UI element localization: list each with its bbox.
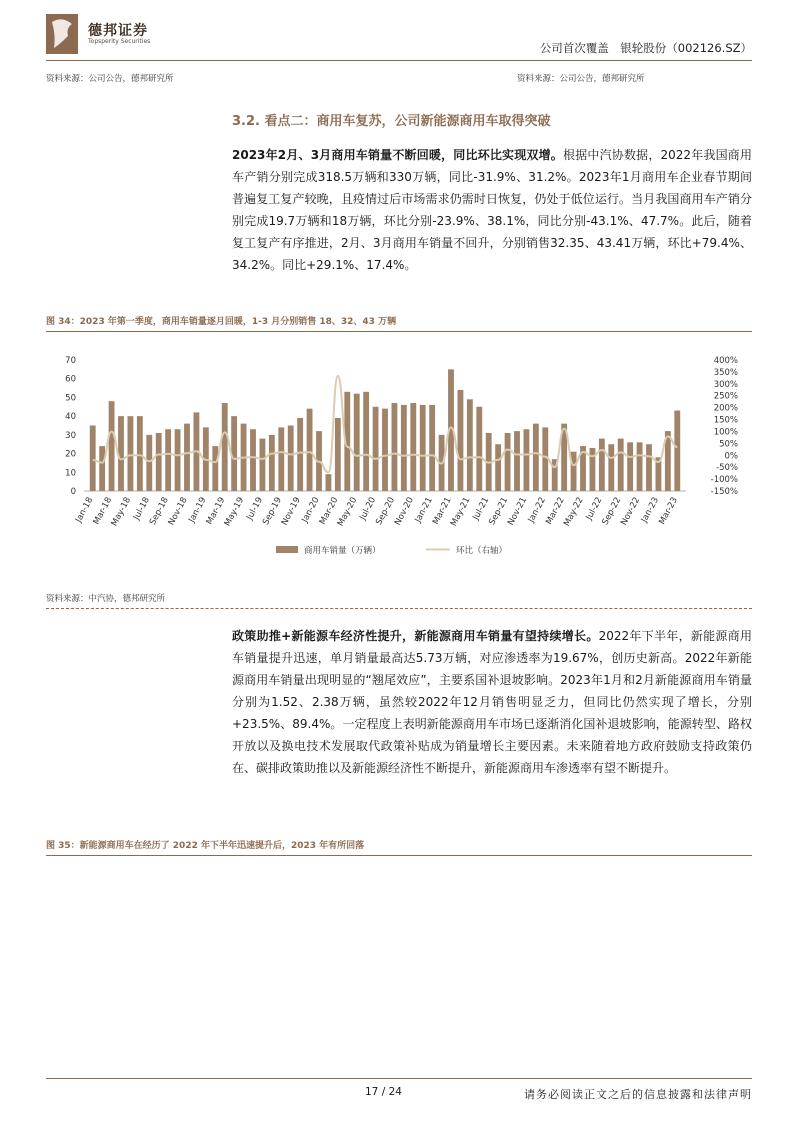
x-axis-tick: Nov-19: [279, 495, 303, 528]
paragraph-new-energy: [232, 625, 752, 779]
legend-bar-swatch: [276, 546, 298, 553]
bar-sales: [137, 416, 143, 491]
x-axis-tick: Mar-18: [91, 495, 115, 527]
footer-divider: [46, 1078, 752, 1079]
bar-sales: [467, 399, 473, 491]
bar-sales: [410, 403, 416, 491]
x-axis-tick: Jan-19: [187, 495, 209, 525]
legend-bar-label: 商用车销量（万辆）: [304, 546, 381, 556]
bar-sales: [354, 394, 360, 491]
x-axis-tick: May-21: [448, 495, 473, 529]
bar-sales: [533, 424, 539, 491]
bar-sales: [156, 433, 162, 491]
bar-sales: [165, 429, 171, 491]
bar-sales: [222, 403, 228, 491]
bar-sales: [618, 439, 624, 491]
brand-subtitle: Topsperity Securities: [88, 38, 151, 45]
bar-sales: [260, 439, 266, 491]
bar-sales: [297, 418, 303, 491]
bar-sales: [458, 390, 464, 491]
x-axis-tick: Mar-23: [657, 495, 680, 527]
x-axis-tick: Jul-21: [471, 495, 492, 522]
bar-sales: [363, 392, 369, 491]
x-axis-tick: Jul-22: [584, 495, 605, 522]
paragraph-lead: 2023年2月、3月商用车销量不断回暖，同比环比实现双增。: [232, 148, 563, 162]
y-axis-right-tick: 250%: [713, 391, 738, 402]
x-axis-tick: Jul-20: [358, 495, 379, 522]
x-axis-tick: Jan-21: [413, 495, 435, 525]
bar-sales: [542, 427, 548, 491]
page-number: 17 / 24: [365, 1086, 402, 1098]
x-axis-tick: Jul-19: [244, 495, 266, 522]
bar-sales: [627, 442, 633, 491]
paragraph-body: 根据中汽协数据，2022年我国商用车产销分别完成318.5万辆和330万辆，同比-31.9%、31.2%。2023年1月商用车企业春节期间普遍复工复产较晚，且疫情过后市场需求仍需时日恢复，仍处于低位运行。当月我国商用车产销分别完成19.7万辆和18万辆，环比分别-23.9%、38.1%，同比分别-43.1%、47.7%。此后，随着复工复产有序推进，2月、3月商用车销量不回升，分别销售32.35、43.41万辆，环比+79.4%、34.2%。同比+29.1%、17.4%。: [232, 148, 752, 272]
bar-sales: [571, 452, 577, 491]
y-axis-right-tick: 150%: [713, 415, 738, 426]
bar-sales: [373, 407, 379, 491]
legal-disclaimer: 请务必阅读正文之后的信息披露和法律声明: [524, 1088, 752, 1101]
y-axis-left-tick: 70: [65, 356, 76, 366]
bar-sales: [146, 435, 152, 491]
report-header: 公司首次覆盖 银轮股份（002126.SZ）: [539, 41, 752, 55]
bar-sales: [514, 431, 520, 491]
bar-sales: [637, 442, 643, 491]
x-axis-tick: Jan-20: [300, 495, 322, 525]
sales-chart: [46, 340, 752, 580]
bar-sales: [326, 474, 332, 491]
bar-sales: [118, 416, 124, 491]
bar-sales: [646, 444, 652, 491]
figure-34-top-rule: [46, 331, 752, 332]
figure-34-bottom-rule: [46, 608, 752, 609]
y-axis-left-tick: 30: [65, 430, 76, 441]
x-axis-tick: Jan-22: [526, 495, 548, 525]
x-axis-tick: Sep-22: [600, 495, 624, 527]
y-axis-right-tick: 100%: [713, 427, 738, 438]
y-axis-right-tick: 350%: [713, 367, 738, 378]
header-divider: [46, 60, 752, 61]
top-source-left: 资料来源：公司公告，德邦研究所: [46, 74, 174, 84]
x-axis-tick: Sep-19: [261, 495, 284, 527]
x-axis-tick: May-22: [562, 495, 586, 529]
bar-sales: [382, 409, 388, 491]
bar-sales: [184, 424, 190, 491]
x-axis-tick: May-19: [222, 495, 247, 529]
y-axis-right-tick: 200%: [713, 403, 738, 414]
bar-sales: [429, 405, 435, 491]
x-axis-tick: Jan-23: [639, 495, 662, 525]
figure-35-title: 图 35：新能源商用车在经历了 2022 年下半年迅速提升后，2023 年有所回落: [46, 841, 365, 851]
figure-35-top-rule: [46, 855, 752, 856]
x-axis-tick: Mar-20: [317, 495, 341, 527]
x-axis-tick: Nov-22: [619, 495, 643, 528]
x-axis-tick: Mar-19: [204, 495, 228, 527]
x-axis-tick: Sep-20: [374, 495, 398, 527]
x-axis-tick: Nov-18: [166, 495, 190, 528]
brand-name: 德邦证券: [88, 23, 148, 39]
y-axis-left-tick: 10: [65, 468, 76, 479]
y-axis-left-tick: 0: [70, 487, 76, 497]
x-axis-tick: Sep-21: [487, 495, 511, 527]
bar-sales: [401, 405, 407, 491]
figure-34-source: 资料来源：中汽协，德邦研究所: [46, 594, 166, 604]
logo-mark-icon: [46, 14, 78, 54]
top-source-right: 资料来源：公司公告，德邦研究所: [517, 74, 645, 84]
bar-sales: [505, 433, 511, 491]
x-axis-tick: Mar-22: [544, 495, 567, 527]
y-axis-right-tick: 0%: [724, 451, 738, 462]
paragraph-body: 2022年下半年，新能源商用车销量提升迅速，单月销量最高达5.73万辆，对应渗透率为19.67%，创历史新高。2022年新能源商用车销量出现明显的“翘尾效应”，主要系国补退坡影响。2023年1月和2月新能源商用车销量分别为1.52、2.38万辆，虽然较2022年12月销售明显乏力，但同比仍然实现了增长，分别+23.5%、89.4%。一定程度上表明新能源商用车市场已逐渐消化国补退坡影响，能源转型、路权开放以及换电技术发展取代政策补贴成为销量增长主要因素。未来随着地方政府鼓励支持政策仍在、碳排政策助推以及新能源经济性不断提升，新能源商用车渗透率有望不断提升。: [232, 629, 752, 775]
bar-sales: [476, 407, 482, 491]
bar-sales: [590, 448, 596, 491]
bar-sales: [307, 409, 313, 491]
y-axis-left-tick: 20: [65, 449, 76, 460]
x-axis-tick: Jan-18: [73, 495, 96, 525]
x-axis-tick: Jul-18: [131, 495, 152, 522]
bar-sales: [608, 444, 614, 491]
y-axis-right-tick: -50%: [716, 463, 738, 474]
bar-sales: [392, 403, 398, 491]
y-axis-left-tick: 50: [65, 393, 76, 404]
y-axis-right-tick: -150%: [710, 487, 738, 497]
y-axis-right-tick: 50%: [719, 439, 738, 450]
y-axis-left-tick: 60: [65, 374, 76, 385]
bar-sales: [212, 446, 218, 491]
bar-sales: [128, 416, 134, 491]
x-axis-tick: Nov-21: [506, 495, 530, 528]
bar-sales: [269, 435, 275, 491]
bar-sales: [99, 446, 105, 491]
x-axis-tick: May-18: [109, 495, 134, 529]
x-axis-tick: Sep-18: [147, 495, 171, 527]
y-axis-right-tick: -100%: [710, 475, 738, 486]
paragraph-commercial-vehicle: [232, 144, 752, 276]
legend-line-label: 环比（右轴）: [456, 546, 508, 556]
bar-sales: [599, 439, 605, 491]
bar-sales: [278, 427, 284, 491]
bar-sales: [288, 426, 294, 492]
bar-sales: [495, 444, 501, 491]
bar-sales: [524, 429, 530, 491]
section-title: 3.2. 看点二：商用车复苏，公司新能源商用车取得突破: [232, 114, 551, 129]
x-axis-tick: Nov-20: [392, 495, 416, 528]
x-axis-tick: Mar-21: [431, 495, 454, 527]
bar-sales: [420, 405, 426, 491]
bar-sales: [109, 401, 115, 491]
bar-sales: [90, 426, 96, 492]
bar-sales: [175, 429, 181, 491]
brand-logo: [46, 14, 78, 54]
y-axis-right-tick: 400%: [713, 356, 738, 366]
paragraph-lead: 政策助推+新能源车经济性提升，新能源商用车销量有望持续增长。: [232, 629, 599, 643]
y-axis-left-tick: 40: [65, 412, 76, 423]
bar-sales: [250, 429, 256, 491]
y-axis-right-tick: 300%: [713, 379, 738, 390]
bar-sales: [674, 411, 680, 491]
x-axis-tick: May-20: [335, 495, 360, 529]
bar-sales: [335, 418, 341, 491]
figure-34-title: 图 34：2023 年第一季度，商用车销量逐月回暖，1-3 月分别销售 18、32、43 万辆: [46, 317, 397, 327]
